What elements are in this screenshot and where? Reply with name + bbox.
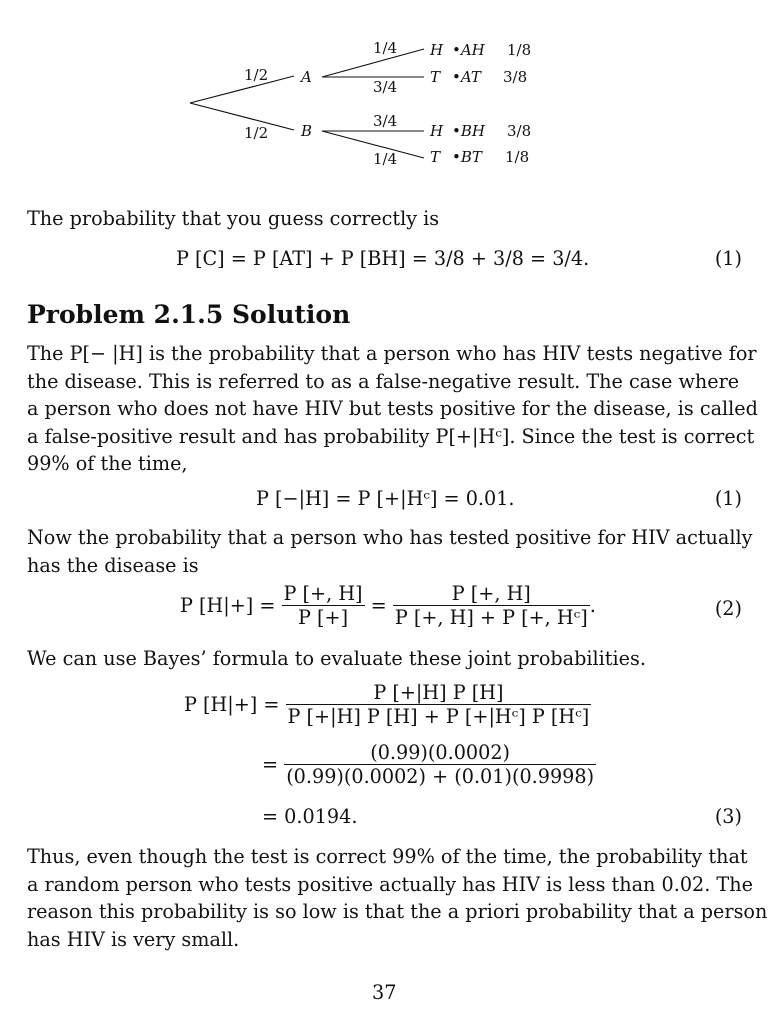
text-line: 99% of the time,: [27, 452, 188, 476]
paragraph-false-negative: [27, 340, 758, 478]
text-line: the disease. This is referred to as a false-negative result. The case where: [27, 369, 740, 393]
leaf-face: T: [430, 148, 441, 166]
leaf-face: H: [430, 122, 444, 140]
fraction-numerator: P [+, H]: [393, 582, 590, 606]
leaf-outcome: •AH: [452, 41, 485, 59]
fraction-denominator: (0.99)(0.0002) + (0.01)(0.9998): [286, 765, 595, 788]
fraction-numerator: P [+, H]: [283, 582, 363, 605]
equation-3-line-2: [262, 741, 596, 788]
fraction-denominator: P [+|H] P [H] + P [+|Hᶜ] P [Hᶜ]: [287, 705, 590, 728]
probability-tree-diagram: [0, 0, 768, 190]
equation-3-result: = 0.0194.: [262, 805, 358, 828]
tree-branch-to-a: [190, 76, 294, 103]
eq2-fraction-2: [393, 582, 590, 629]
eq3-fraction-2: [284, 741, 596, 788]
branch-prob-b: 1/2: [244, 124, 269, 142]
equation-2: [180, 582, 596, 629]
text-line: Now the probability that a person who has tested positive for HIV actually: [27, 526, 753, 549]
fraction-denominator: P [+, H] + P [+, Hᶜ]: [394, 606, 588, 629]
intro-text: The probability that you guess correctly is: [27, 207, 440, 230]
eq3-lhs: P [H|+] =: [184, 693, 280, 716]
leaf-prob: 1/8: [505, 148, 530, 166]
equation-number: (2): [714, 597, 742, 620]
equation-3-line-1: [184, 681, 591, 728]
text-line: a random person who tests positive actually has HIV is less than 0.02. The: [27, 872, 753, 896]
leaf-prob: 1/8: [507, 41, 532, 59]
node-b-label: B: [301, 122, 313, 140]
leaf-prob: 3/8: [503, 68, 528, 86]
equation-number: (1): [714, 487, 742, 510]
fraction-numerator: P [+|H] P [H]: [286, 681, 592, 705]
leaf-outcome: •AT: [452, 68, 481, 86]
fraction-denominator: P [+]: [298, 606, 349, 629]
branch-prob-a-top: 1/4: [373, 39, 398, 57]
tree-branch-to-b: [190, 103, 294, 130]
leaf-outcome: •BT: [452, 148, 482, 166]
leaf-prob: 3/8: [507, 122, 532, 140]
eq2-equals: =: [370, 594, 387, 617]
leaf-face: H: [430, 41, 444, 59]
equation-1: P [−|H] = P [+|Hᶜ] = 0.01.: [256, 487, 515, 510]
eq2-fraction-1: [282, 582, 365, 629]
leaf-outcome: •BH: [452, 122, 485, 140]
fraction-numerator: (0.99)(0.0002): [284, 741, 596, 765]
eq3-equals: =: [262, 753, 279, 776]
branch-prob-b-top: 3/4: [373, 112, 398, 130]
text-line: a person who does not have HIV but tests positive for the disease, is called: [27, 397, 758, 421]
branch-prob-b-bottom: 1/4: [373, 150, 398, 168]
text-line: has the disease is: [27, 553, 199, 577]
section-title: Problem 2.1.5 Solution: [27, 300, 351, 329]
page-number: 37: [372, 981, 397, 1004]
text-line: Thus, even though the test is correct 99% of the time, the probability that: [27, 845, 748, 868]
paragraph-conclusion: [27, 843, 768, 953]
eq2-period: .: [589, 594, 596, 617]
text-line: reason this probability is so low is that the a priori probability that a person: [27, 900, 768, 924]
branch-prob-a: 1/2: [244, 66, 269, 84]
eq3-fraction-1: [286, 681, 592, 728]
text-line: has HIV is very small.: [27, 927, 240, 951]
text-line: The P[− |H] is the probability that a person who has HIV tests negative for: [27, 342, 757, 365]
leaf-face: T: [430, 68, 441, 86]
paragraph-bayes-intro: We can use Bayes’ formula to evaluate these joint probabilities.: [27, 647, 646, 670]
equation-number: (3): [714, 805, 742, 828]
eq2-lhs: P [H|+] =: [180, 594, 276, 617]
branch-prob-a-bottom: 3/4: [373, 78, 398, 96]
node-a-label: A: [301, 68, 312, 86]
equation-number: (1): [714, 247, 742, 270]
equation-guess: P [C] = P [AT] + P [BH] = 3/8 + 3/8 = 3/4.: [176, 247, 590, 270]
text-line: a false-positive result and has probability P[+|Hᶜ]. Since the test is correct: [27, 424, 755, 448]
paragraph-positive-test: [27, 524, 753, 579]
